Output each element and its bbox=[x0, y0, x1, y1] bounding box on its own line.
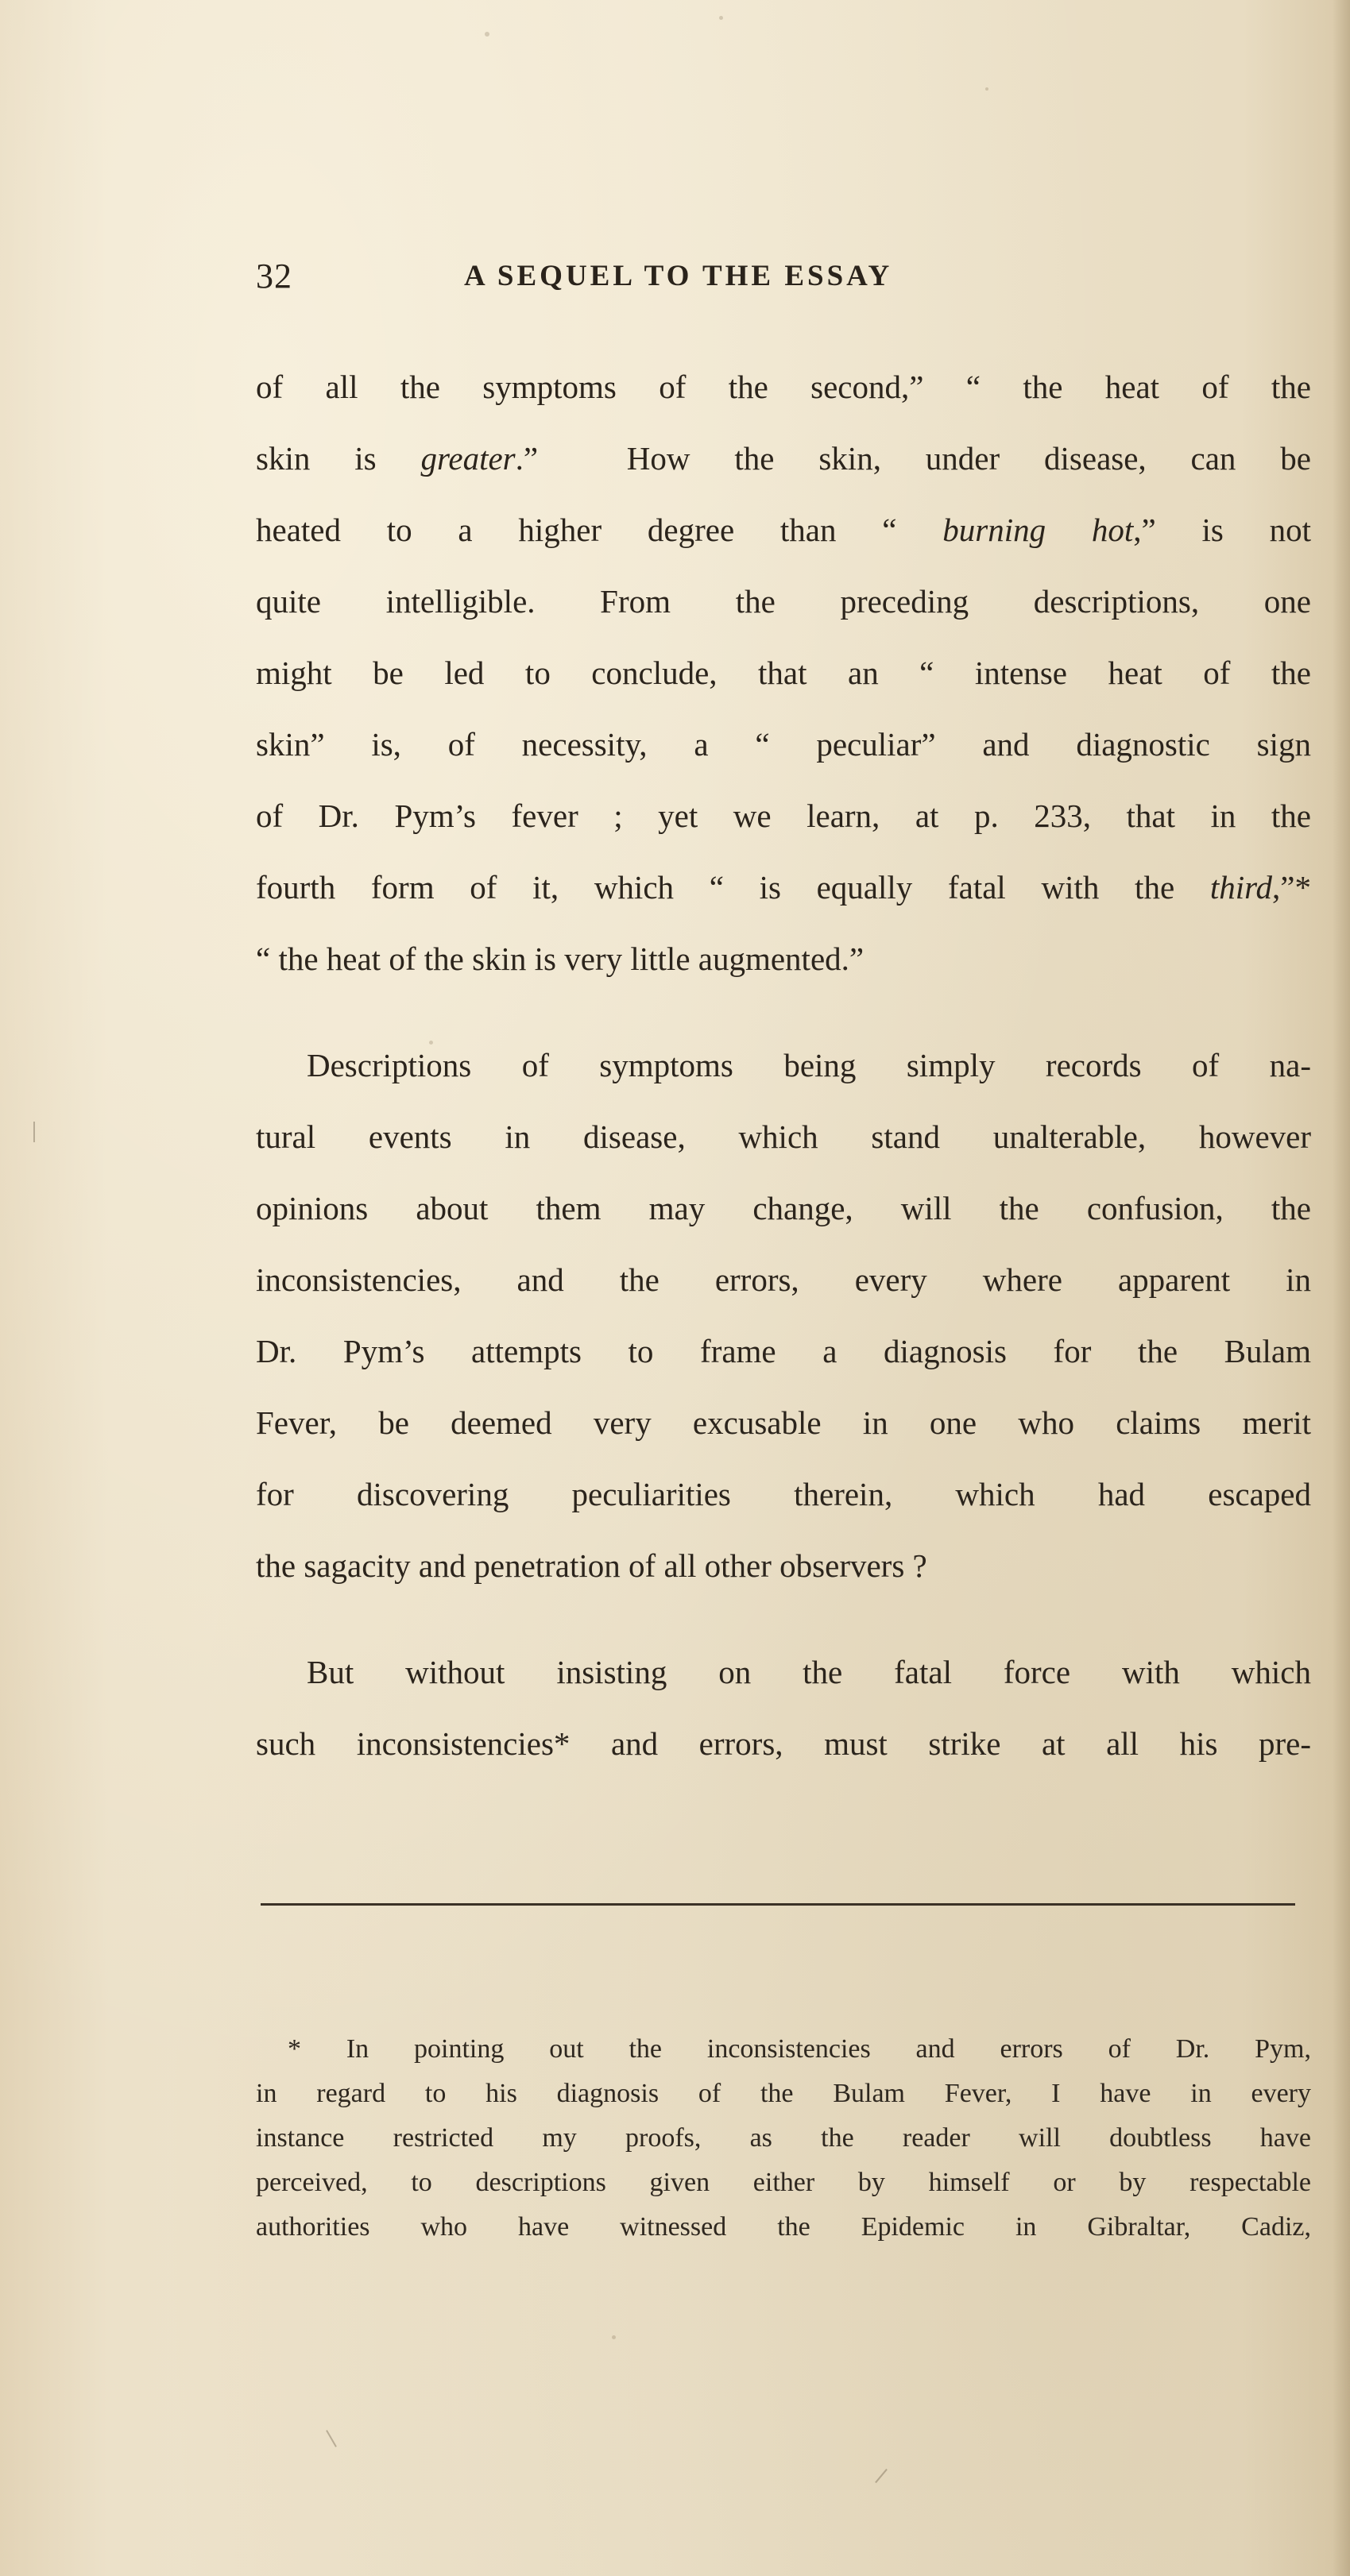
text-line: But without insisting on the fatal force with which bbox=[307, 1654, 1311, 1690]
paragraph-gap bbox=[256, 994, 1311, 1029]
text-line: heated to a higher degree than “ burning hot,” is not bbox=[256, 512, 1311, 548]
text-line: inconsistencies, and the errors, every where apparent in bbox=[256, 1261, 1311, 1298]
footnote-line: perceived, to descriptions given either by himself or by respectable bbox=[256, 2168, 1311, 2197]
text-line: Fever, be deemed very excusable in one who claims merit bbox=[256, 1404, 1311, 1441]
footnote-rule bbox=[261, 1903, 1295, 1906]
text-line: Dr. Pym’s attempts to frame a diagnosis for the Bulam bbox=[256, 1333, 1311, 1369]
paragraph-2-cont bbox=[256, 1101, 1311, 1601]
footnote-line: * In pointing out the inconsistencies and errors of Dr. Pym, bbox=[288, 2034, 1311, 2064]
text-line: Descriptions of symptoms being simply records of na- bbox=[307, 1047, 1311, 1083]
paper-mark bbox=[326, 2430, 337, 2447]
paragraph-gap bbox=[256, 1601, 1311, 1636]
text-line: opinions about them may change, will the confusion, the bbox=[256, 1190, 1311, 1226]
paragraph-1 bbox=[256, 351, 1311, 994]
page-number: 32 bbox=[256, 257, 292, 295]
paper-speck bbox=[719, 16, 723, 20]
paper-speck bbox=[485, 32, 489, 37]
text-line: might be led to conclude, that an “ intense heat of the bbox=[256, 655, 1311, 691]
body-text bbox=[256, 351, 1311, 1779]
text-line: the sagacity and penetration of all other observers ? bbox=[256, 1547, 927, 1584]
text-line: skin is greater.” How the skin, under disease, can be bbox=[256, 440, 1311, 477]
page-header bbox=[256, 256, 1305, 303]
text-line: for discovering peculiarities therein, which had escaped bbox=[256, 1476, 1311, 1512]
text-line: tural events in disease, which stand unalterable, however bbox=[256, 1118, 1311, 1155]
footnote-line: in regard to his diagnosis of the Bulam Fever, I have in every bbox=[256, 2079, 1311, 2108]
footnote bbox=[256, 2027, 1311, 2250]
paragraph-3-cont bbox=[256, 1708, 1311, 1779]
footnote-line: instance restricted my proofs, as the reader will doubtless have bbox=[256, 2123, 1311, 2153]
running-head: A SEQUEL TO THE ESSAY bbox=[464, 260, 893, 292]
text-line: quite intelligible. From the preceding descriptions, one bbox=[256, 583, 1311, 620]
paragraph-2 bbox=[256, 1029, 1311, 1101]
footnote-line: authorities who have witnessed the Epidemic in Gibraltar, Cadiz, bbox=[256, 2212, 1311, 2242]
text-line: such inconsistencies* and errors, must strike at all his pre- bbox=[256, 1725, 1311, 1762]
paper-mark bbox=[33, 1122, 35, 1142]
paper-mark bbox=[875, 2469, 888, 2483]
text-line: skin” is, of necessity, a “ peculiar” and diagnostic sign bbox=[256, 726, 1311, 763]
page-edge-shadow bbox=[1333, 0, 1350, 2576]
paragraph-3 bbox=[256, 1636, 1311, 1708]
text-line: of Dr. Pym’s fever ; yet we learn, at p. 233, that in the bbox=[256, 798, 1311, 834]
paper-speck bbox=[985, 87, 988, 91]
paper-speck bbox=[612, 2335, 616, 2339]
text-line: fourth form of it, which “ is equally fatal with the third,”* bbox=[256, 869, 1311, 906]
text-line: “ the heat of the skin is very little augmented.” bbox=[256, 940, 865, 977]
text-line: of all the symptoms of the second,” “ the heat of the bbox=[256, 369, 1311, 405]
